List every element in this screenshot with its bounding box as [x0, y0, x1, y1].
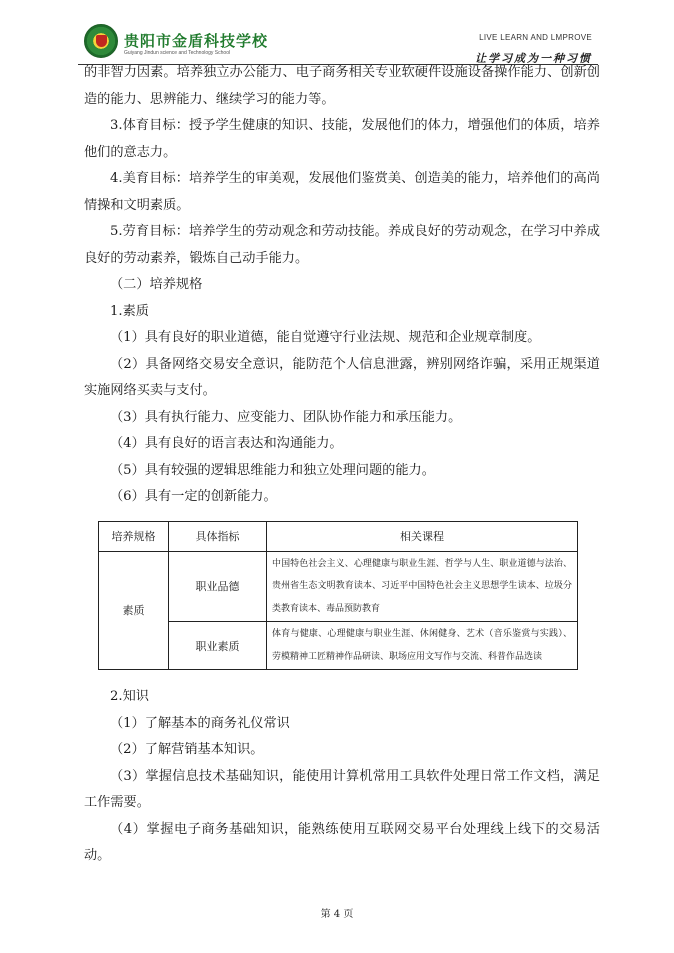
- list-item: （3）掌握信息技术基础知识，能使用计算机常用工具软件处理日常工作文档，满足工作需要。: [84, 768, 600, 810]
- document-body: [84, 60, 600, 870]
- list-item: （2）具备网络交易安全意识，能防范个人信息泄露，辨别网络诈骗，采用正规渠道实施网络买卖与支付。: [84, 356, 600, 398]
- table-header-cell: 相关课程: [267, 521, 578, 551]
- subsection-heading: 1.素质: [110, 303, 149, 319]
- table-group-cell: 素质: [99, 551, 169, 670]
- table-header-row: [99, 521, 578, 551]
- subsection-heading: 2.知识: [110, 689, 149, 704]
- section-heading: （二）培养规格: [110, 277, 203, 292]
- table-header-cell: 具体指标: [169, 521, 267, 551]
- table-row: [99, 622, 578, 670]
- list-item: （6）具有一定的创新能力。: [110, 489, 277, 504]
- table-row: [99, 551, 578, 622]
- paragraph: 的非智力因素。培养独立办公能力、电子商务相关专业软硬件设施设备操作能力、创新创造的能力、思辨能力、继续学习的能力等。: [84, 65, 600, 107]
- list-item: （4）具有良好的语言表达和沟通能力。: [110, 436, 343, 451]
- list-item: （2）了解营销基本知识。: [110, 742, 264, 757]
- paragraph: 3.体育目标：授予学生健康的知识、技能，发展他们的体力，增强他们的体质，培养他们的意志力。: [84, 118, 600, 160]
- table-courses-cell: 中国特色社会主义、心理健康与职业生涯、哲学与人生、职业道德与法治、贵州省生态文明教育读本、习近平中国特色社会主义思想学生读本、垃圾分类教育读本、毒品预防教育: [267, 551, 578, 622]
- list-item: （1）具有良好的职业道德，能自觉遵守行业法规、规范和企业规章制度。: [110, 330, 541, 345]
- table-header-cell: 培养规格: [99, 521, 169, 551]
- list-item: （5）具有较强的逻辑思维能力和独立处理问题的能力。: [110, 462, 435, 478]
- paragraph: 5.劳育目标：培养学生的劳动观念和劳动技能。养成良好的劳动观念，在学习中养成良好的劳动素养，锻炼自己动手能力。: [84, 224, 600, 266]
- list-item: （4）掌握电子商务基础知识，能熟练使用互联网交易平台处理线上线下的交易活动。: [84, 821, 600, 863]
- table-indicator-cell: 职业素质: [169, 622, 267, 670]
- motto-en: LIVE LEARN AND LMPROVE: [479, 33, 592, 42]
- school-name-en: Guiyang Jindun science and Technology School: [124, 50, 231, 56]
- paragraph: 4.美育目标：培养学生的审美观，发展他们鉴赏美、创造美的能力，培养他们的高尚情操和文明素质。: [84, 171, 600, 213]
- training-spec-table: [98, 521, 578, 671]
- list-item: （3）具有执行能力、应变能力、团队协作能力和承压能力。: [110, 409, 462, 425]
- motto-cn: 让学习成为一种习惯: [475, 52, 592, 65]
- school-name-cn: 贵阳市金盾科技学校: [124, 32, 269, 50]
- table-indicator-cell: 职业品德: [169, 551, 267, 622]
- school-logo-icon: [84, 24, 118, 58]
- table-courses-cell: 体育与健康、心理健康与职业生涯、休闲健身、艺术（音乐鉴赏与实践）、劳模精神工匠精神作品研读、职场应用文写作与交流、科普作品选读: [267, 622, 578, 670]
- list-item: （1）了解基本的商务礼仪常识: [110, 715, 290, 731]
- page-number: 第 4 页: [320, 909, 354, 920]
- spacer: [84, 670, 600, 684]
